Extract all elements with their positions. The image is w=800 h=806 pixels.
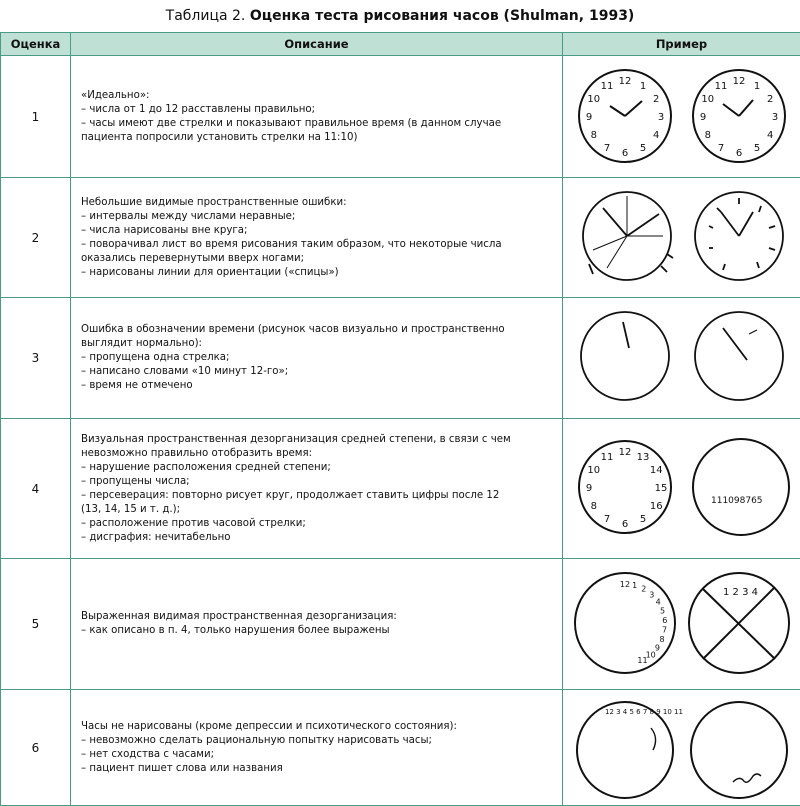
clock-drawing [695, 192, 783, 280]
clock-digit: 3 [658, 112, 664, 123]
clock-drawing-pair [563, 690, 800, 805]
clock-digit: 9 [700, 112, 706, 123]
desc-line: – пропущены числа; [81, 475, 558, 489]
desc-line: – часы имеют две стрелки и показывают правильное время (в данном случае [81, 117, 558, 131]
clock-digit: 16 [650, 501, 663, 512]
clock-digit: 8 [591, 130, 597, 141]
example-cell [563, 690, 800, 806]
desc-line: Часы не нарисованы (кроме депрессии и психотического состояния): [81, 720, 558, 734]
clock-drawing-pair [563, 178, 800, 297]
header-row [1, 33, 800, 56]
clock-digit: 5 [754, 143, 760, 154]
example-cell [563, 298, 800, 419]
clock-digit: 7 [604, 514, 610, 525]
desc-line: – как описано в п. 4, только нарушения более выражены [81, 624, 558, 638]
desc-line: – нет сходства с часами; [81, 748, 558, 762]
desc-line: – дисграфия: нечитабельно [81, 531, 558, 545]
clock-digit: 11 [715, 81, 728, 92]
clock-drawing [691, 702, 787, 798]
table-row [1, 559, 800, 690]
clock-digit: 8 [591, 501, 597, 512]
desc-line: – нарисованы линии для ориентации («спицы») [81, 266, 558, 280]
description-cell [71, 178, 563, 298]
description-cell [71, 559, 563, 690]
example-cell [563, 419, 800, 559]
clock-digit-run: 1 2 3 4 [723, 587, 758, 598]
clock-drawing [577, 702, 673, 798]
clock-digit: 7 [718, 143, 724, 154]
clock-drawing [695, 312, 783, 400]
example-cell [563, 559, 800, 690]
clock-digit: 6 [622, 519, 628, 530]
header-example: Пример [563, 33, 800, 56]
clock-digit: 4 [656, 598, 661, 607]
clock-digit: 9 [586, 112, 592, 123]
clock-digit: 7 [604, 143, 610, 154]
clock-digit: 8 [705, 130, 711, 141]
clock-digit: 7 [662, 626, 667, 635]
clock-drawing [581, 312, 669, 400]
desc-line: – интервалы между числами неравные; [81, 210, 558, 224]
clock-digit: 9 [655, 644, 660, 653]
desc-line: выглядит нормально): [81, 337, 558, 351]
score-cell: 5 [1, 559, 71, 690]
table-row [1, 298, 800, 419]
title-suffix: (Shulman, 1993) [499, 8, 635, 24]
desc-line: невозможно правильно отобразить время: [81, 447, 558, 461]
clock-digit: 12 [733, 76, 746, 87]
example-cell [563, 56, 800, 178]
desc-line: – расположение против часовой стрелки; [81, 517, 558, 531]
score-cell: 6 [1, 690, 71, 806]
clock-drawing-pair [563, 298, 800, 418]
clock-digit: 5 [660, 606, 665, 615]
header-score: Оценка [1, 33, 71, 56]
title-prefix: Таблица 2. [166, 8, 250, 24]
clock-digit: 2 [767, 94, 773, 105]
clock-digit: 6 [622, 148, 628, 159]
desc-line: – время не отмечено [81, 379, 558, 393]
desc-line: – пациент пишет слова или названия [81, 762, 558, 776]
clock-digit: 3 [772, 112, 778, 123]
clock-digit: 11 [601, 81, 614, 92]
desc-line: пациента попросили установить стрелки на 11:10) [81, 131, 558, 145]
clock-digit: 10 [701, 94, 714, 105]
table-row [1, 56, 800, 178]
description-cell [71, 690, 563, 806]
desc-line: – числа нарисованы вне круга; [81, 224, 558, 238]
desc-line: – персеверация: повторно рисует круг, продолжает ставить цифры после 12 [81, 489, 558, 503]
clock-digit: 2 [653, 94, 659, 105]
clock-test-table [0, 32, 800, 806]
description-cell [71, 419, 563, 559]
clock-digit: 12 [619, 76, 632, 87]
table-row [1, 178, 800, 298]
desc-line: – написано словами «10 минут 12-го»; [81, 365, 558, 379]
desc-line: Выраженная видимая пространственная дезорганизация: [81, 610, 558, 624]
description-cell [71, 56, 563, 178]
score-cell: 1 [1, 56, 71, 178]
table-row [1, 419, 800, 559]
clock-digit: 3 [649, 590, 654, 599]
clock-drawing [583, 192, 673, 280]
clock-digit-run: 12 3 4 5 6 7 8 9 10 11 [605, 708, 683, 716]
clock-digit: 5 [640, 143, 646, 154]
clock-digit: 14 [650, 465, 663, 476]
clock-digit: 4 [767, 130, 773, 141]
desc-line: – поворачивал лист во время рисования таким образом, что некоторые числа [81, 238, 558, 252]
desc-line: Ошибка в обозначении времени (рисунок часов визуально и пространственно [81, 323, 558, 337]
clock-drawing [693, 439, 789, 535]
clock-digit: 15 [655, 483, 668, 494]
score-cell: 3 [1, 298, 71, 419]
clock-digit: 13 [637, 452, 650, 463]
clock-digit: 6 [736, 148, 742, 159]
clock-drawing-pair [563, 419, 800, 558]
clock-digit: 10 [587, 465, 600, 476]
clock-digit-run: 111098765 [711, 496, 763, 506]
desc-line: – невозможно сделать рациональную попытку нарисовать часы; [81, 734, 558, 748]
clock-digit: 12 [620, 580, 630, 589]
score-cell: 2 [1, 178, 71, 298]
title-main: Оценка теста рисования часов [250, 8, 499, 24]
clock-digit: 8 [660, 635, 665, 644]
desc-line: Визуальная пространственная дезорганизация средней степени, в связи с чем [81, 433, 558, 447]
clock-digit: 11 [637, 656, 647, 665]
desc-line: – нарушение расположения средней степени; [81, 461, 558, 475]
clock-digit: 11 [601, 452, 614, 463]
description-cell [71, 298, 563, 419]
clock-digit: 6 [662, 616, 667, 625]
clock-digit: 2 [641, 585, 646, 594]
clock-digit: 5 [640, 514, 646, 525]
clock-digit: 10 [646, 651, 656, 660]
desc-line: – числа от 1 до 12 расставлены правильно; [81, 103, 558, 117]
header-description: Описание [71, 33, 563, 56]
desc-line: (13, 14, 15 и т. д.); [81, 503, 558, 517]
desc-line: Небольшие видимые пространственные ошибки: [81, 196, 558, 210]
clock-digit: 9 [586, 483, 592, 494]
clock-drawing-pair [563, 559, 800, 689]
clock-digit: 1 [632, 581, 637, 590]
score-cell: 4 [1, 419, 71, 559]
table-title [0, 0, 800, 32]
clock-digit: 10 [587, 94, 600, 105]
clock-digit: 1 [754, 81, 760, 92]
desc-line: «Идеально»: [81, 89, 558, 103]
table-row [1, 690, 800, 806]
clock-digit: 1 [640, 81, 646, 92]
clock-digit: 4 [653, 130, 659, 141]
desc-line: – пропущена одна стрелка; [81, 351, 558, 365]
example-cell [563, 178, 800, 298]
clock-drawing-pair [563, 56, 800, 177]
clock-digit: 12 [619, 447, 632, 458]
desc-line: оказались перевернутыми вверх ногами; [81, 252, 558, 266]
